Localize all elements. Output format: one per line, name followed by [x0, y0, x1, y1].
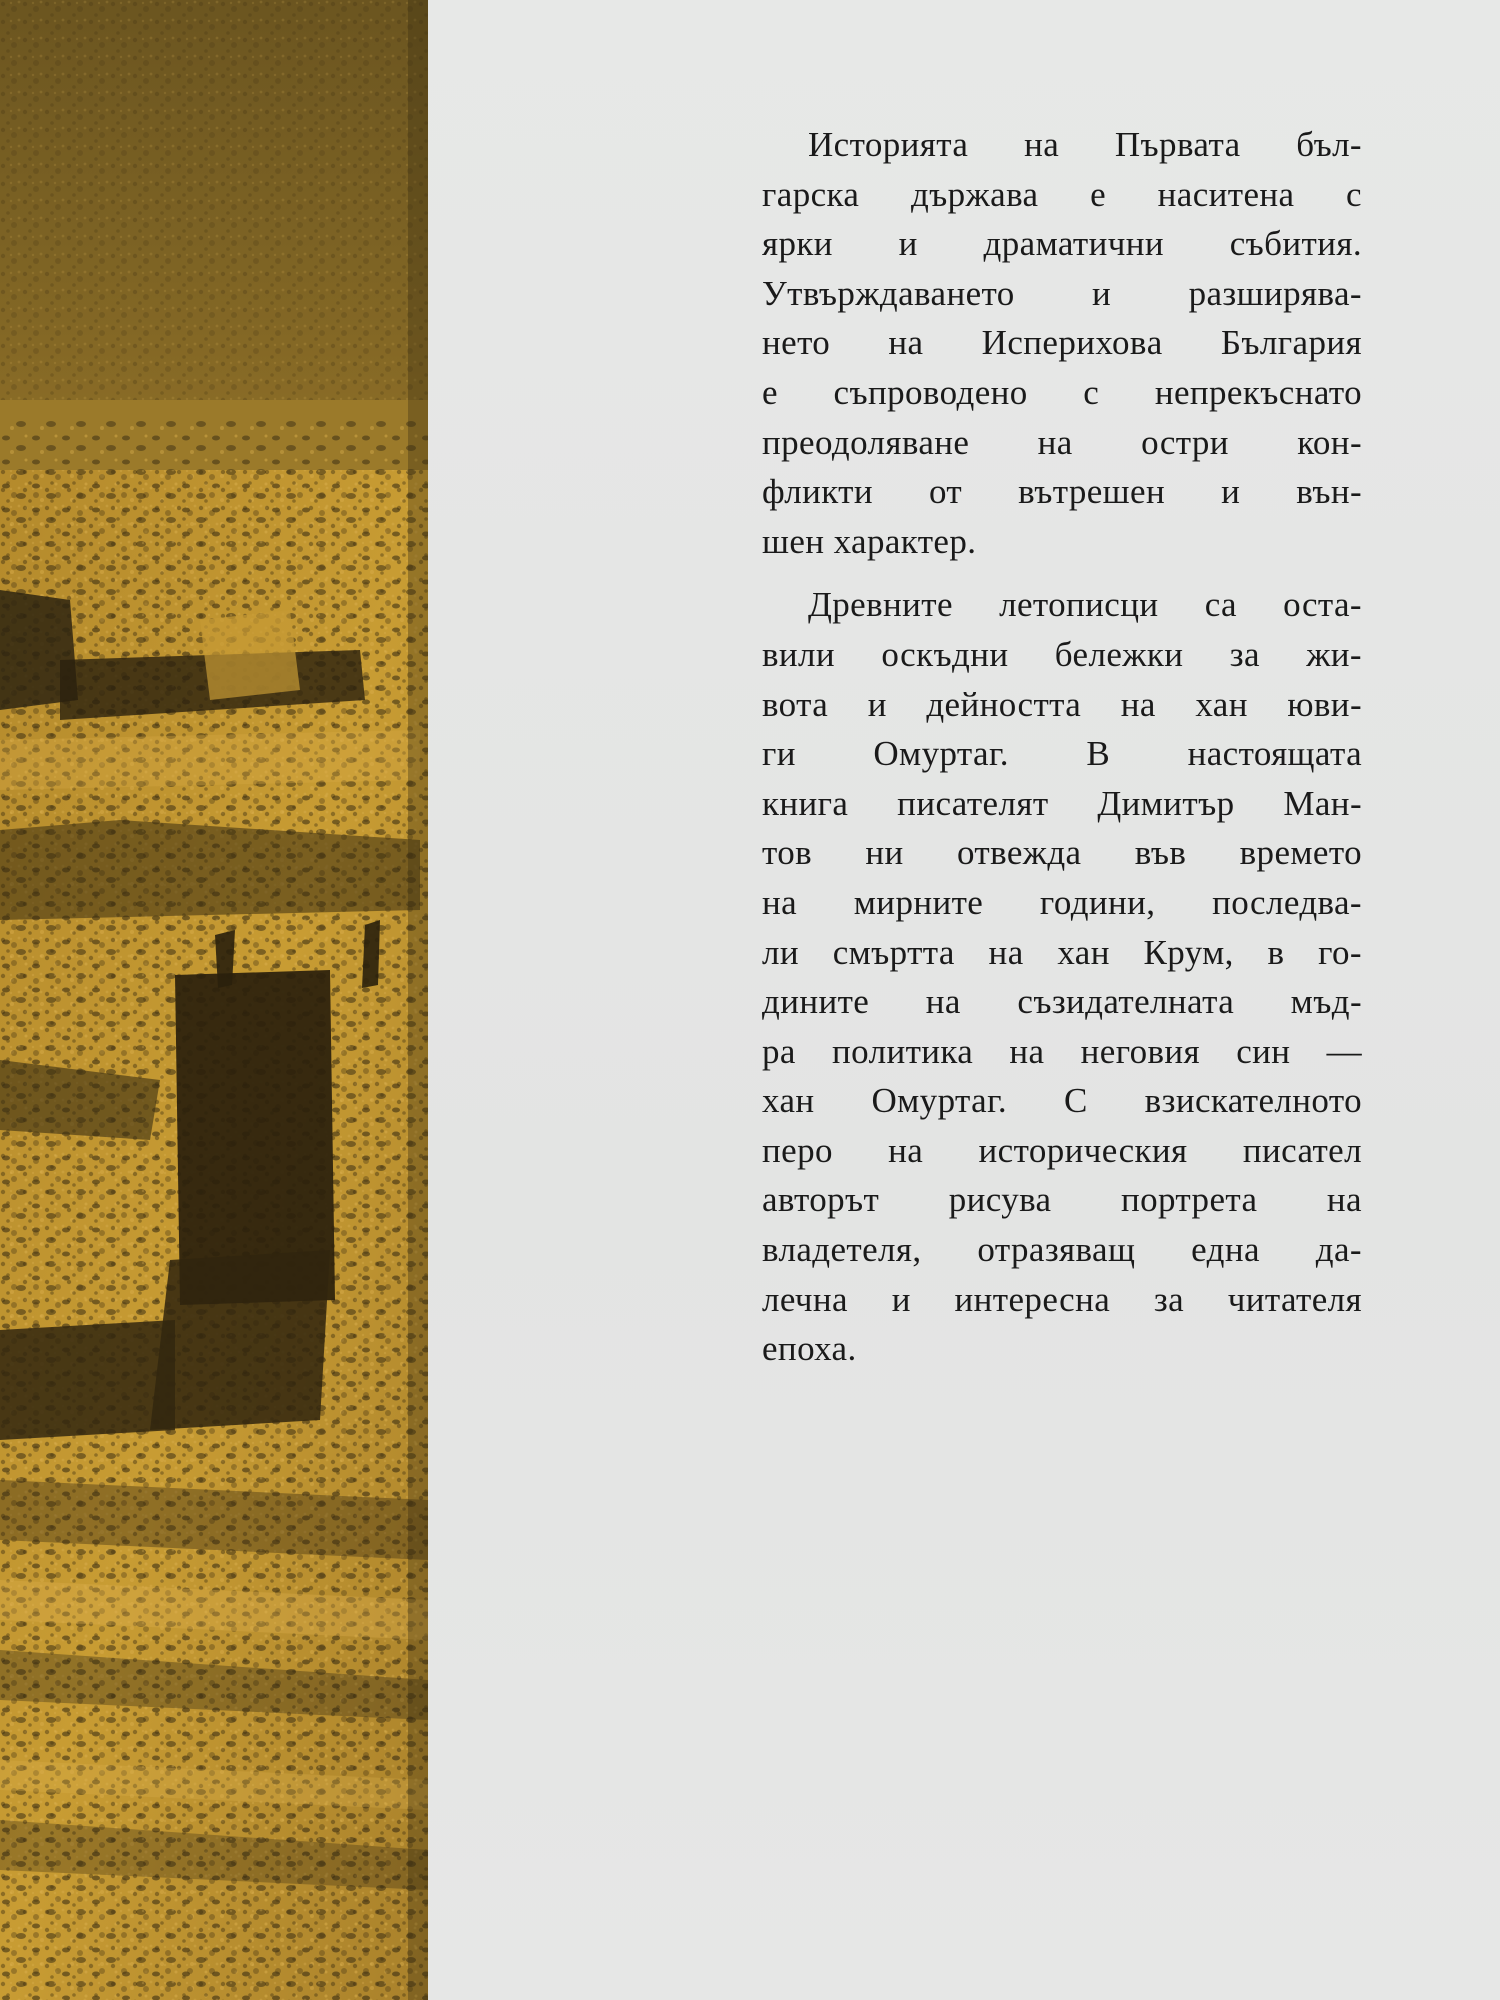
text-line: нето на Испериховa България — [762, 323, 1362, 363]
text-line: хан Омуртаг. С взискателното — [762, 1081, 1362, 1121]
text-line: ярки и драматични събития. — [762, 224, 1362, 264]
text-line: тов ни отвежда във времето — [762, 833, 1362, 873]
text-line: владетеля, отразяващ една да- — [762, 1230, 1362, 1270]
sepia-photo-image — [0, 0, 428, 2000]
text-line: е съпроводено с непрекъснато — [762, 372, 1362, 412]
sepia-photo-strip — [0, 0, 428, 2000]
text-line: лечна и интересна за читателя — [762, 1279, 1362, 1319]
text-line: вили оскъдни бележки за жи- — [762, 634, 1362, 674]
text-line: книга писателят Димитър Ман- — [762, 783, 1362, 823]
text-line: ли смъртта на хан Крум, в го- — [762, 932, 1362, 972]
text-line: ра политика на неговия син — — [762, 1031, 1362, 1071]
text-line: ги Омуртаг. В настоящата — [762, 734, 1362, 774]
text-line: епоха. — [762, 1329, 857, 1369]
text-line: вота и дейността на хан юви- — [762, 684, 1362, 724]
text-line: гарска държава е наситена с — [762, 174, 1362, 214]
text-line: перо на историческия писател — [762, 1130, 1362, 1170]
text-line: Историята на Първата бъл- — [808, 125, 1362, 164]
paragraph-gap — [762, 566, 1362, 580]
paragraph-2 — [762, 580, 1362, 1374]
text-line: дините на съзидателната мъд- — [762, 982, 1362, 1022]
paragraph-1 — [762, 120, 1362, 566]
text-line: на мирните години, последва- — [762, 882, 1362, 922]
text-line: шен характер. — [762, 521, 977, 561]
text-line: Утвърждаването и разширява- — [762, 273, 1362, 313]
text-line: преодоляване на остри кон- — [762, 422, 1362, 462]
blurb-text — [762, 120, 1362, 1374]
text-line: авторът рисува портрета на — [762, 1180, 1362, 1220]
text-line: Древните летописци са оста- — [808, 585, 1362, 625]
text-line: фликти от вътрешен и вън- — [762, 472, 1362, 512]
